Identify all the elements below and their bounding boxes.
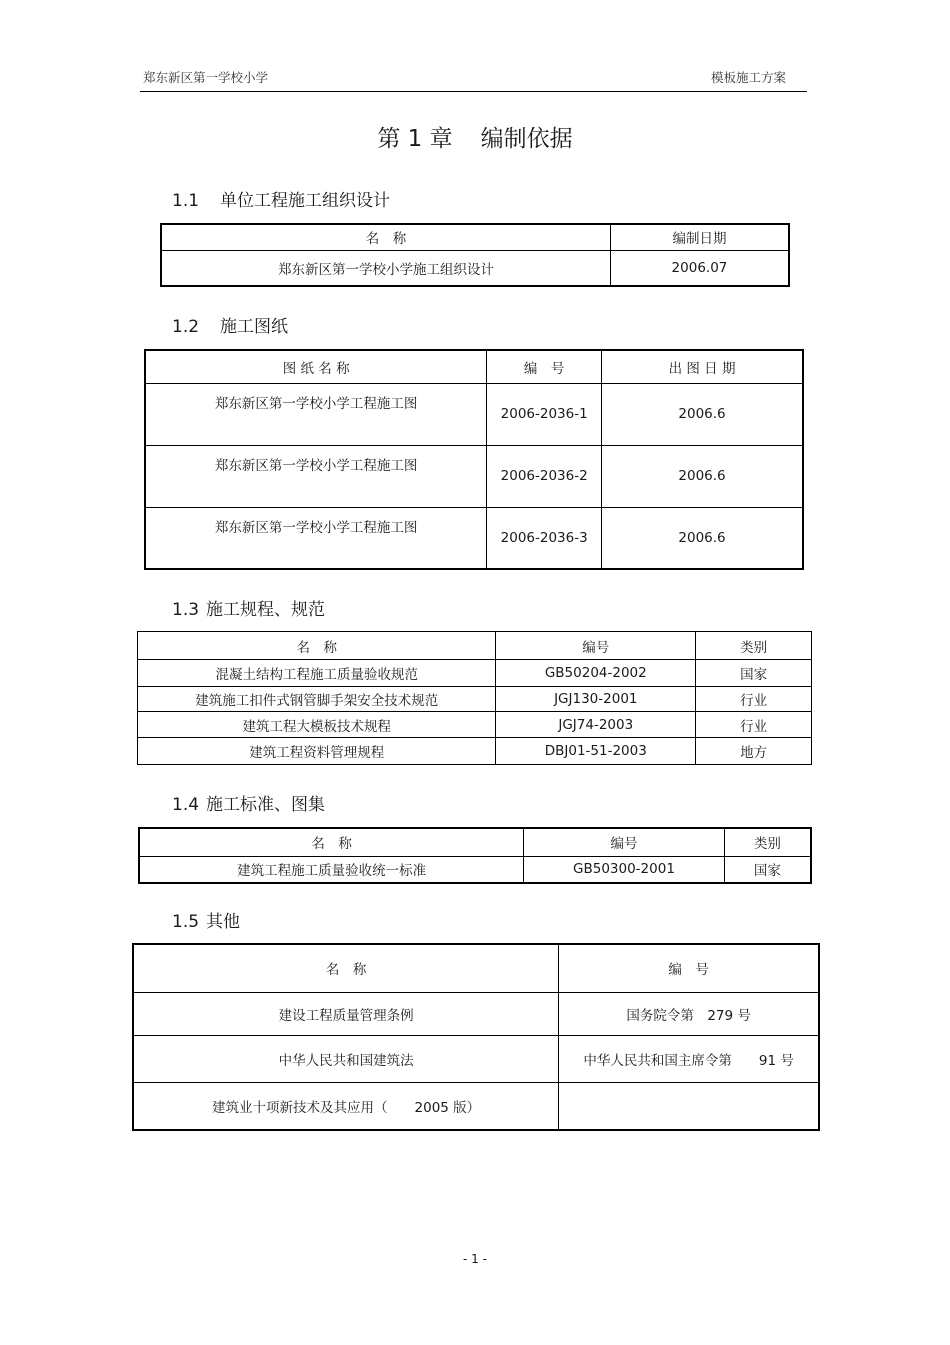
header-cell: 名 称: [138, 632, 496, 660]
header-left: 郑东新区第一学校小学: [143, 70, 269, 85]
table-row: [145, 445, 803, 507]
header-cell: 出 图 日 期: [602, 350, 803, 383]
table-cell: 国家: [696, 660, 812, 687]
drawings-table: [144, 349, 804, 570]
header-cell: 编 号: [487, 350, 602, 383]
header-cell: 编 号: [559, 944, 819, 992]
header-cell: 名 称: [139, 828, 524, 856]
table-header-row: [161, 224, 789, 250]
section-title: 施工标准、图集: [206, 795, 325, 815]
section-title: 其他: [206, 912, 240, 932]
table-cell: 2006-2036-1: [487, 383, 602, 445]
header-cell: 名 称: [161, 224, 610, 250]
table-cell: 中华人民共和国建筑法: [133, 1035, 559, 1082]
header-cell: 图 纸 名 称: [145, 350, 487, 383]
table-cell: 建筑工程资料管理规程: [138, 738, 496, 765]
table-cell: 建筑工程大模板技术规程: [138, 712, 496, 738]
table-cell: [559, 1082, 819, 1130]
table-row: [161, 250, 789, 286]
table-cell: 建筑施工扣件式钢管脚手架安全技术规范: [138, 687, 496, 712]
header-cell: 类别: [724, 828, 811, 856]
table-row: [138, 687, 812, 712]
table-cell: GB50204-2002: [496, 660, 696, 687]
section-number: 1.5: [172, 912, 200, 932]
table-cell: 混凝土结构工程施工质量验收规范: [138, 660, 496, 687]
table-cell: 2006-2036-3: [487, 507, 602, 569]
chapter-heading: 编制依据: [480, 126, 573, 152]
table-row: [145, 383, 803, 445]
table-cell: 建设工程质量管理条例: [133, 992, 559, 1035]
table-row: [133, 1082, 819, 1130]
header-cell: 编制日期: [610, 224, 789, 250]
section-title: 施工图纸: [220, 317, 288, 337]
table-cell: 2006.6: [602, 445, 803, 507]
header-right: 模板施工方案: [711, 70, 787, 85]
section-number: 1.4: [172, 795, 200, 815]
table-cell: 行业: [696, 712, 812, 738]
table-row: [133, 992, 819, 1035]
header-rule: [140, 91, 807, 92]
section-1-4-heading: [172, 790, 325, 815]
table-header-row: [145, 350, 803, 383]
regulations-table: [137, 631, 812, 765]
table-cell: DBJ01-51-2003: [496, 738, 696, 765]
section-1-5-heading: [172, 907, 240, 932]
header-cell: 类别: [696, 632, 812, 660]
section-1-3-heading: [172, 595, 325, 620]
header-cell: 名 称: [133, 944, 559, 992]
table-cell: 郑东新区第一学校小学工程施工图: [145, 507, 487, 569]
table-cell: JGJ130-2001: [496, 687, 696, 712]
table-header-row: [133, 944, 819, 992]
table-cell: 郑东新区第一学校小学工程施工图: [145, 445, 487, 507]
header-cell: 编号: [496, 632, 696, 660]
table-cell: 郑东新区第一学校小学施工组织设计: [161, 250, 610, 286]
table-cell: 2006-2036-2: [487, 445, 602, 507]
section-number: 1.1: [172, 191, 200, 211]
header-cell: 编号: [524, 828, 725, 856]
standards-table: [138, 827, 812, 884]
chapter-title: [0, 120, 950, 153]
table-cell: 地方: [696, 738, 812, 765]
table-cell: 行业: [696, 687, 812, 712]
table-cell: JGJ74-2003: [496, 712, 696, 738]
table-cell: 2006.6: [602, 383, 803, 445]
table-header-row: [139, 828, 811, 856]
section-number: 1.2: [172, 317, 200, 337]
section-title: 施工规程、规范: [206, 600, 325, 620]
table-row: [138, 660, 812, 687]
chapter-number: 第 1 章: [377, 126, 453, 152]
table-cell: 2006.6: [602, 507, 803, 569]
table-cell: 国家: [724, 856, 811, 883]
table-row: [145, 507, 803, 569]
section-1-1-heading: [172, 186, 390, 211]
table-row: [138, 738, 812, 765]
section-title: 单位工程施工组织设计: [220, 191, 390, 211]
table-cell: 2006.07: [610, 250, 789, 286]
table-cell: 建筑业十项新技术及其应用（ 2005 版）: [133, 1082, 559, 1130]
table-cell: 国务院令第 279 号: [559, 992, 819, 1035]
page-number: - 1 -: [463, 1252, 487, 1266]
table-cell: 建筑工程施工质量验收统一标准: [139, 856, 524, 883]
table-row: [133, 1035, 819, 1082]
table-cell: 中华人民共和国主席令第 91 号: [559, 1035, 819, 1082]
org-design-table: [160, 223, 790, 287]
table-cell: 郑东新区第一学校小学工程施工图: [145, 383, 487, 445]
table-row: [138, 712, 812, 738]
table-row: [139, 856, 811, 883]
others-table: [132, 943, 820, 1131]
section-1-2-heading: [172, 312, 288, 337]
table-header-row: [138, 632, 812, 660]
section-number: 1.3: [172, 600, 200, 620]
table-cell: GB50300-2001: [524, 856, 725, 883]
